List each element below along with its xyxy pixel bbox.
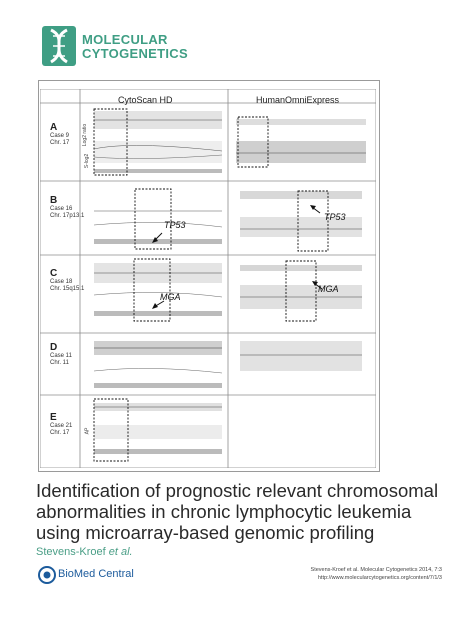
row-label-d [50,342,72,367]
row-case: Case 9 [50,133,70,139]
row-chr: Chr. 17p13.1 [50,213,85,219]
row-case: Case 21 [50,423,73,429]
annotation-tp53-omni: TP53 [324,212,346,222]
panel-a-cytoscan [94,109,222,175]
panel-c-cytoscan [94,259,222,321]
figure-panels [40,89,376,468]
journal-name-line1: MOLECULAR [82,32,168,47]
journal-name [82,33,188,61]
row-chr: Chr. 15q15.1 [50,286,85,292]
row-letter: A [50,122,58,133]
authors [36,546,133,558]
panel-e-cytoscan [94,399,222,461]
panel-d-cytoscan [94,341,222,388]
row-case: Case 11 [50,353,72,359]
authors-etal: et al. [108,546,133,558]
publisher-logo[interactable] [38,566,138,584]
journal-name-line2: CYTOGENETICS [82,46,188,61]
annotation-mga-omni: MGA [318,284,339,294]
row-chr: Chr. 11 [50,360,69,366]
axis-label-log2: Log2 ratio [82,123,89,147]
row-case: Case 18 [50,279,73,285]
citation [311,566,442,582]
title-line-1: Identification of prognostic relevant chromosomal [36,480,439,501]
publisher-name: BioMed Central [58,568,134,580]
journal-logo-icon [42,26,76,66]
row-case: Case 16 [50,206,73,212]
annotation-tp53-cytoscan: TP53 [164,220,186,230]
row-label-b [50,195,84,220]
row-label-c [50,268,84,293]
panel-d-omni [240,341,362,371]
row-label-a [50,122,69,147]
column-title-cytoscan: CytoScan HD [118,95,173,105]
panel-b-cytoscan [94,189,222,249]
title-line-2: abnormalities in chronic lymphocytic leukemia [36,501,412,522]
row-letter: C [50,268,58,279]
column-title-omniexpress: HumanOmniExpress [256,95,340,105]
axis-label-slog2: S-log2 [84,153,91,169]
row-label-e [50,412,72,437]
row-letter: D [50,342,58,353]
row-chr: Chr. 17 [50,140,70,146]
article-title [36,480,456,543]
row-letter: E [50,412,57,423]
panel-c-omni [240,261,362,321]
panel-a-omni [236,117,366,167]
row-chr: Chr. 17 [50,430,70,436]
axis-label-ap: AP [84,427,91,435]
row-letter: B [50,195,58,206]
citation-url[interactable]: http://www.molecularcytogenetics.org/content/7/1/3 [317,575,442,581]
title-line-3: using microarray-based genomic profiling [36,522,375,543]
annotation-mga-cytoscan: MGA [160,292,181,302]
biomed-central-icon [38,566,56,584]
authors-main: Stevens-Kroef [36,546,109,558]
citation-line-1: Stevens-Kroef et al. Molecular Cytogenetics 2014, 7:3 [310,567,442,573]
